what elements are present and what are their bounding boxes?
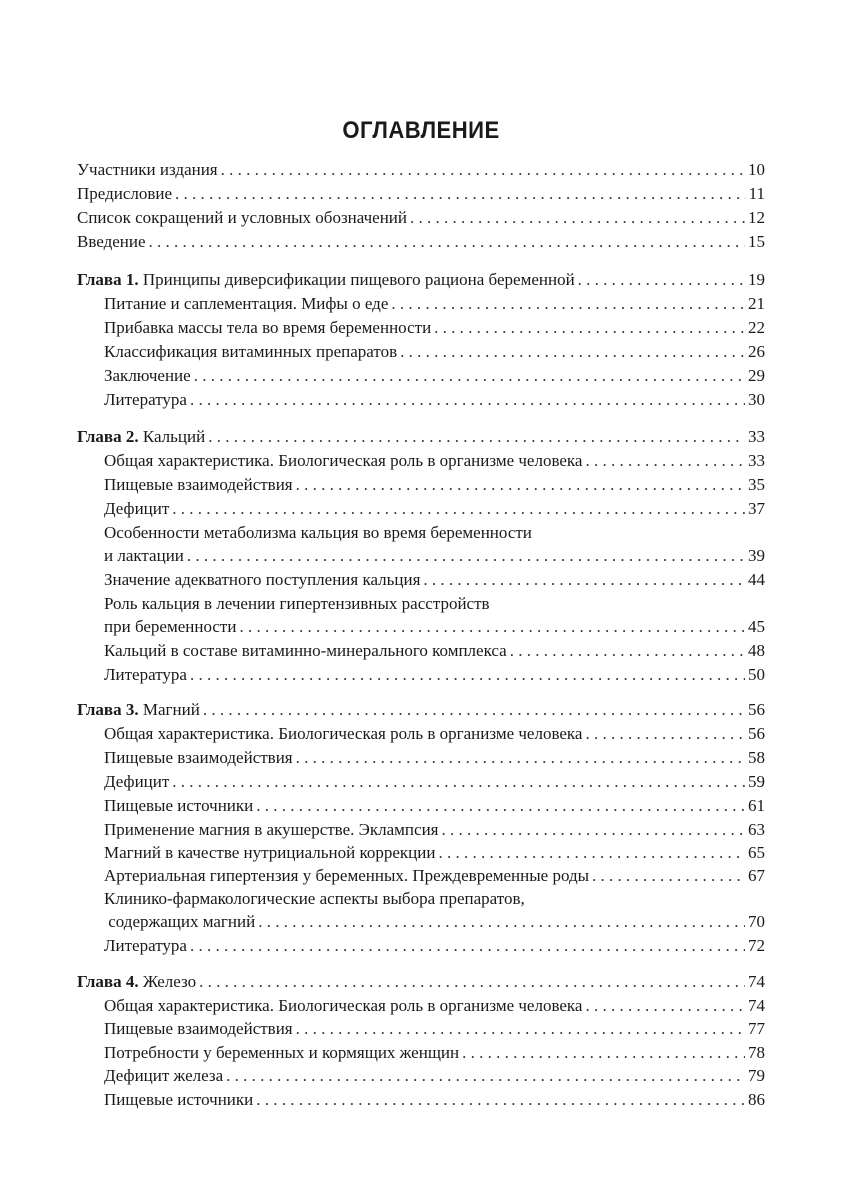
- toc-page-number: 30: [748, 390, 765, 409]
- toc-page-number: 48: [748, 641, 765, 660]
- chapter-title: Железо: [138, 972, 197, 991]
- toc-entry-title: Общая характеристика. Биологическая роль в организме человека: [104, 724, 583, 743]
- toc-entry[interactable]: [104, 1042, 765, 1064]
- toc-entry[interactable]: [104, 616, 765, 638]
- toc-entry-title: Питание и саплементация. Мифы о еде: [104, 294, 389, 313]
- toc-entry[interactable]: [104, 723, 765, 745]
- toc-entry[interactable]: [104, 664, 765, 686]
- toc-page-number: 35: [748, 475, 765, 494]
- toc-page-number: 39: [748, 546, 765, 565]
- toc-page-number: 44: [748, 570, 765, 589]
- leader-dots: [296, 1018, 745, 1040]
- toc-page-number: 50: [748, 665, 765, 684]
- toc-page-number: 74: [748, 972, 765, 991]
- toc-entry-title: Прибавка массы тела во время беременности: [104, 318, 432, 337]
- leader-dots: [462, 1042, 745, 1064]
- toc-entry[interactable]: [104, 293, 765, 315]
- toc-page-number: 65: [748, 843, 765, 862]
- leader-dots: [410, 207, 745, 229]
- leader-dots: [585, 995, 745, 1017]
- toc-page-number: 26: [748, 342, 765, 361]
- leader-dots: [187, 545, 745, 567]
- toc-entry-title: Применение магния в акушерстве. Эклампсия: [104, 820, 439, 839]
- toc-entry[interactable]: [104, 640, 765, 662]
- toc-entry-title: Классификация витаминных препаратов: [104, 342, 398, 361]
- toc-entry[interactable]: [104, 995, 765, 1017]
- toc-page-number: 33: [748, 427, 765, 446]
- leader-dots: [438, 842, 745, 864]
- leader-dots: [510, 640, 745, 662]
- toc-entry-title: Участники издания: [77, 160, 218, 179]
- toc-entry[interactable]: [104, 935, 765, 957]
- toc-entry[interactable]: [104, 389, 765, 411]
- toc-page-number: 37: [748, 499, 765, 518]
- toc-page-number: 74: [748, 996, 765, 1015]
- toc-entry[interactable]: [104, 842, 765, 864]
- toc-page-number: 78: [748, 1043, 765, 1062]
- toc-entry-title: Дефицит железа: [104, 1066, 224, 1085]
- toc-entry-title: Пищевые взаимодействия: [104, 475, 293, 494]
- toc-entry-title-line2: при беременности: [104, 617, 237, 636]
- leader-dots: [442, 819, 746, 841]
- toc-entry-title: Дефицит: [104, 499, 170, 518]
- toc-entry[interactable]: [104, 911, 765, 933]
- leader-dots: [256, 1089, 745, 1111]
- leader-dots: [434, 317, 745, 339]
- leader-dots: [585, 450, 745, 472]
- toc-entry-title-line1: Клинико-фармакологические аспекты выбора препаратов,: [104, 889, 525, 908]
- leader-dots: [592, 865, 745, 887]
- leader-dots: [423, 569, 745, 591]
- toc-entry-title: Введение: [77, 232, 146, 251]
- toc-entry[interactable]: [104, 747, 765, 769]
- toc-page-number: 58: [748, 748, 765, 767]
- leader-dots: [199, 971, 745, 993]
- toc-chapter-entry[interactable]: [77, 269, 765, 291]
- toc-entry[interactable]: [104, 341, 765, 363]
- leader-dots: [172, 771, 745, 793]
- toc-entry-title: Дефицит: [104, 772, 170, 791]
- leader-dots: [175, 183, 746, 205]
- toc-entry[interactable]: [104, 795, 765, 817]
- toc-entry-title: Магний в качестве нутрициальной коррекции: [104, 843, 436, 862]
- toc-page-number: 56: [748, 700, 765, 719]
- leader-dots: [208, 426, 745, 448]
- leader-dots: [391, 293, 745, 315]
- toc-entry[interactable]: [104, 819, 765, 841]
- page-title: ОГЛАВЛЕНИЕ: [342, 117, 500, 144]
- toc-page-number: 11: [748, 184, 765, 203]
- toc-entry-title: [77, 971, 196, 993]
- toc-page-number: 56: [748, 724, 765, 743]
- toc-entry-title: Пищевые взаимодействия: [104, 1019, 293, 1038]
- leader-dots: [296, 747, 745, 769]
- toc-entry-title-line1: Роль кальция в лечении гипертензивных расстройств: [104, 594, 490, 613]
- chapter-number: Глава 3.: [77, 700, 139, 719]
- toc-entry[interactable]: [104, 1018, 765, 1040]
- toc-entry[interactable]: [104, 450, 765, 472]
- leader-dots: [172, 498, 745, 520]
- leader-dots: [578, 269, 745, 291]
- chapter-number: Глава 2.: [77, 427, 139, 446]
- toc-entry-title: Литература: [104, 665, 187, 684]
- toc-page-number: 79: [748, 1066, 765, 1085]
- toc-page-number: 70: [748, 912, 765, 931]
- toc-entry-title: Общая характеристика. Биологическая роль в организме человека: [104, 996, 583, 1015]
- leader-dots: [239, 616, 745, 638]
- toc-entry[interactable]: [104, 474, 765, 496]
- toc-entry[interactable]: [77, 183, 765, 205]
- leader-dots: [190, 664, 745, 686]
- toc-entry-title-line2: содержащих магний: [104, 912, 256, 931]
- leader-dots: [221, 159, 745, 181]
- toc-entry[interactable]: [104, 1089, 765, 1111]
- toc-page-number: 15: [748, 232, 765, 251]
- leader-dots: [296, 474, 745, 496]
- toc-entry[interactable]: [104, 317, 765, 339]
- toc-chapter-entry[interactable]: [77, 971, 765, 993]
- leader-dots: [226, 1065, 745, 1087]
- chapter-number: Глава 1.: [77, 270, 139, 289]
- leader-dots: [585, 723, 745, 745]
- toc-page-number: 86: [748, 1090, 765, 1109]
- toc-entry-title: Заключение: [104, 366, 191, 385]
- toc-page-number: 29: [748, 366, 765, 385]
- toc-entry-title: [77, 269, 575, 291]
- chapter-title: Принципы диверсификации пищевого рациона беременной: [138, 270, 575, 289]
- toc-entry-title: Общая характеристика. Биологическая роль в организме человека: [104, 451, 583, 470]
- toc-page-number: 67: [748, 866, 765, 885]
- toc-entry-title: Литература: [104, 390, 187, 409]
- leader-dots: [258, 911, 745, 933]
- toc-entry-title: Артериальная гипертензия у беременных. Преждевременные роды: [104, 866, 590, 885]
- leader-dots: [256, 795, 745, 817]
- leader-dots: [203, 699, 745, 721]
- toc-entry[interactable]: [77, 159, 765, 181]
- toc-page-number: 10: [748, 160, 765, 179]
- toc-entry[interactable]: [104, 365, 765, 387]
- toc-entry-title: Предисловие: [77, 184, 173, 203]
- toc-entry-title: Пищевые источники: [104, 1090, 254, 1109]
- leader-dots: [149, 231, 745, 253]
- toc-page-number: 19: [748, 270, 765, 289]
- toc-entry-title: Пищевые взаимодействия: [104, 748, 293, 767]
- leader-dots: [190, 935, 745, 957]
- toc-page-number: 72: [748, 936, 765, 955]
- chapter-title: Кальций: [138, 427, 206, 446]
- toc-chapter-entry[interactable]: [77, 426, 765, 448]
- toc-entry-title: Значение адекватного поступления кальция: [104, 570, 421, 589]
- toc-entry-title-line1: Особенности метаболизма кальция во время беременности: [104, 523, 532, 542]
- toc-page-number: 63: [748, 820, 765, 839]
- toc-page-number: 21: [748, 294, 765, 313]
- leader-dots: [194, 365, 745, 387]
- toc-entry[interactable]: [104, 865, 765, 887]
- toc-page-number: 45: [748, 617, 765, 636]
- toc-entry-title: Список сокращений и условных обозначений: [77, 208, 408, 227]
- toc-page-number: 61: [748, 796, 765, 815]
- toc-page-number: 59: [748, 772, 765, 791]
- toc-chapter-entry[interactable]: [77, 699, 765, 721]
- toc-entry[interactable]: [77, 231, 765, 253]
- toc-page-number: 33: [748, 451, 765, 470]
- toc-entry-title-line2: и лактации: [104, 546, 184, 565]
- leader-dots: [400, 341, 745, 363]
- leader-dots: [190, 389, 745, 411]
- chapter-title: Магний: [138, 700, 200, 719]
- toc-entry[interactable]: [104, 569, 765, 591]
- chapter-number: Глава 4.: [77, 972, 139, 991]
- toc-entry-title: Пищевые источники: [104, 796, 254, 815]
- toc-entry[interactable]: [104, 771, 765, 793]
- toc-entry-title: Литература: [104, 936, 187, 955]
- toc-entry-title: Кальций в составе витаминно-минерального комплекса: [104, 641, 507, 660]
- toc-page-number: 12: [748, 208, 765, 227]
- toc-entry-title: [77, 426, 205, 448]
- toc-entry[interactable]: [104, 545, 765, 567]
- toc-entry[interactable]: [104, 1065, 765, 1087]
- toc-entry[interactable]: [104, 498, 765, 520]
- toc-page-number: 22: [748, 318, 765, 337]
- toc-page-number: 77: [748, 1019, 765, 1038]
- toc-entry[interactable]: [77, 207, 765, 229]
- toc-entry-title: [77, 699, 200, 721]
- toc-entry-title: Потребности у беременных и кормящих женщин: [104, 1043, 460, 1062]
